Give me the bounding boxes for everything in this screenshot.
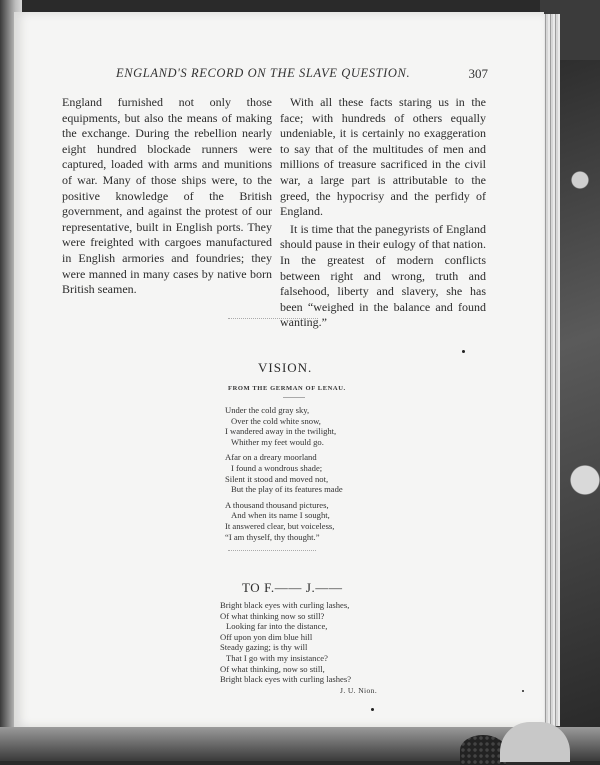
poem-line: Silent it stood and moved not,: [225, 473, 329, 484]
poem-line: “I am thyself, thy thought.”: [225, 531, 320, 542]
stanza: [225, 405, 343, 447]
poem-vision: [225, 405, 343, 547]
poem-line: Looking far into the distance,: [226, 621, 328, 632]
poem-line: Over the cold white snow,: [231, 415, 321, 426]
ink-speck: [522, 690, 524, 692]
poem-line: But the play of its features made: [231, 484, 343, 495]
article-left-column: [62, 95, 272, 298]
stanza: [225, 452, 343, 494]
poem-line: Off upon yon dim blue hill: [220, 631, 313, 642]
poem-title-vision: VISION.: [258, 360, 313, 375]
section-divider: [228, 318, 318, 319]
poem-line: Afar on a dreary moorland: [225, 452, 317, 463]
stanza: [225, 500, 343, 542]
ink-speck: [462, 350, 465, 353]
poem-line: I found a wondrous shade;: [231, 462, 323, 473]
page-number: 307: [468, 66, 488, 81]
running-header: [116, 66, 516, 82]
poem-line: Steady gazing; is thy will: [220, 642, 308, 653]
paragraph: With all these facts staring us in the face; with hundreds of others equally undeniable, it is certainly no exaggeration to say that of the multitudes of men and millions of treasure sacrificed in the civil war, a large part is attributable to the greed, the hypocrisy and the perfidy of England.: [280, 95, 486, 219]
article-right-column: [280, 95, 486, 331]
poem-line: Bright black eyes with curling lashes?: [220, 674, 352, 685]
poem-line: Of what thinking now so still?: [220, 610, 325, 621]
paragraph: It is time that the panegyrists of England should pause in their eulogy of that nation. In the greatest of modern conflicts between right and wrong, truth and falsehood, liberty and slavery, she has been “weighed in the balance and found wanting.”: [280, 221, 486, 330]
poem-line: Under the cold gray sky,: [225, 405, 310, 415]
poem-subtitle: FROM THE GERMAN OF LENAU.: [228, 385, 346, 392]
poem-title-to-f: TO F.—— J.——: [242, 580, 343, 595]
poem-line: Of what thinking, now so still,: [220, 663, 325, 674]
poem-line: Bright black eyes with curling lashes,: [220, 600, 350, 610]
short-rule: [283, 397, 305, 398]
paragraph: England furnished not only those equipments, but also the means of making the exchange. During the rebellion nearly eight hundred blockade runners were captured, loaded with arms and munitions of war. Many of those ships were, to the positive knowledge of the British government, and against the protest of our representative, built in English ports. They were freighted with cargoes manufactured in English armories and foundries; they were manned in many cases by native born British seamen.: [62, 95, 272, 297]
decorative-cloth: [560, 60, 600, 761]
poem-line: I wandered away in the twilight,: [225, 426, 337, 437]
poem-line: That I go with my insistance?: [226, 652, 328, 663]
poem-line: It answered clear, but voiceless,: [225, 520, 335, 531]
ink-speck: [371, 708, 374, 711]
poem-line: And when its name I sought,: [231, 510, 330, 521]
poem-to-f: [220, 600, 351, 685]
section-divider: [228, 550, 316, 551]
signature: J. U. Nion.: [340, 686, 378, 695]
running-title: ENGLAND'S RECORD ON THE SLAVE QUESTION.: [116, 66, 411, 80]
poem-line: A thousand thousand pictures,: [225, 499, 329, 510]
poem-line: Whither my feet would go.: [231, 436, 324, 447]
